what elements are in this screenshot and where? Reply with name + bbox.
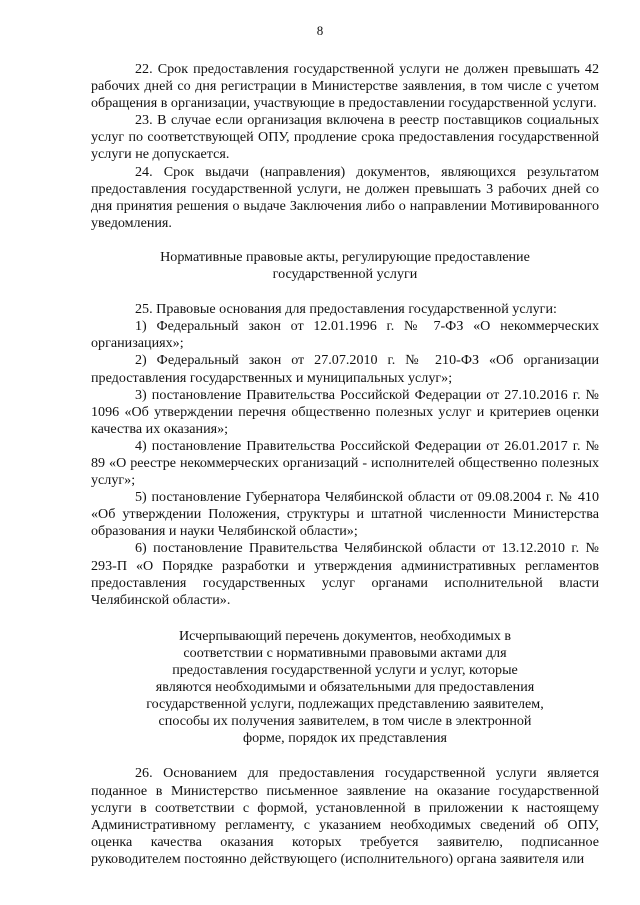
list-item-25-5: 5) постановление Губернатора Челябинской области от 09.08.2004 г. № 410 «Об утверждении Положения, структуры и штатной численности Министерства образования и науки Челябинской области»;	[91, 489, 599, 540]
section-heading-documents-list: Исчерпывающий перечень документов, необходимых в соответствии с нормативными правовыми актами для предоставления государственной услуги и услуг, которые являются необходимыми и обязательными для предоставления государственной услуги, подлежащих представлению заявителем, способы их получения заявителем, в том числе в электронной форме, порядок их представления	[146, 627, 544, 747]
paragraph-24: 24. Срок выдачи (направления) документов, являющихся результатом предоставления государственной услуги, не должен превышать 3 рабочих дней со дня принятия решения о выдаче Заключения либо о направлении Мотивированного уведомления.	[91, 163, 599, 231]
list-item-25-2: 2) Федеральный закон от 27.07.2010 г. № 210-ФЗ «Об организации предоставления государственных и муниципальных услуг»;	[91, 352, 599, 386]
paragraph-25: 25. Правовые основания для предоставления государственной услуги:	[135, 301, 557, 318]
list-item-25-3: 3) постановление Правительства Российской Федерации от 27.10.2016 г. № 1096 «Об утверждении перечня общественно полезных услуг и критериев оценки качества их оказания»;	[91, 386, 599, 437]
section-heading-legal-acts: Нормативные правовые акты, регулирующие предоставление государственной услуги	[160, 248, 530, 283]
paragraph-26: 26. Основанием для предоставления государственной услуги является поданное в Министерство письменное заявление на оказание государственной услуги в соответствии с формой, установленной в приложении к настоящему Административному регламенту, с указанием необходимых сведений об ОПУ, оценка качества оказания которых требуется заявителю, подписанное руководителем постоянно действующего (исполнительного) органа заявителя или	[91, 765, 599, 867]
paragraph-22: 22. Срок предоставления государственной услуги не должен превышать 42 рабочих дней со дня регистрации в Министерстве заявления, в том числе с учетом обращения в организации, участвующие в предоставлении государственной услуги.	[91, 61, 599, 112]
page-number: 8	[316, 23, 324, 38]
list-item-25-1: 1) Федеральный закон от 12.01.1996 г. № 7-ФЗ «О некоммерческих организациях»;	[91, 318, 599, 352]
paragraph-23: 23. В случае если организация включена в реестр поставщиков социальных услуг по соответствующей ОПУ, продление срока предоставления государственной услуги не допускается.	[91, 112, 599, 163]
document-body	[91, 61, 599, 868]
list-item-25-4: 4) постановление Правительства Российской Федерации от 26.01.2017 г. № 89 «О реестре некоммерческих организаций - исполнителей общественно полезных услуг»;	[91, 437, 599, 489]
list-item-25-6: 6) постановление Правительства Челябинской области от 13.12.2010 г. № 293-П «О Порядке разработки и утверждения административных регламентов предоставления государственных услуг органами исполнительной власти Челябинской области».	[91, 540, 599, 608]
